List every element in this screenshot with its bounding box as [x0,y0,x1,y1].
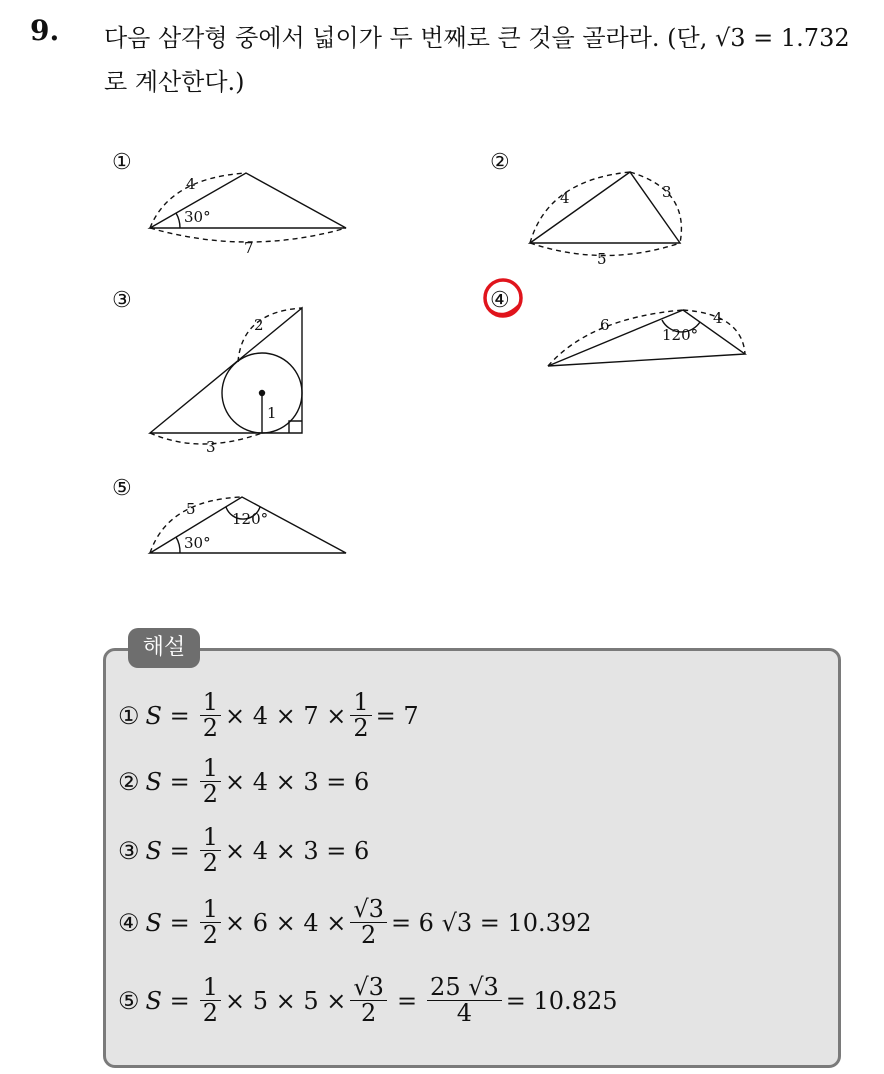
tri3-radius: 1 [267,404,277,422]
sol1-rhs: = 7 [375,701,419,730]
sol4-frac2: $\frac{√3}{2}$ [350,897,387,948]
option-5-label[interactable]: ⑤ [112,476,132,501]
triangle-3 [150,308,302,444]
sol5-frac3: $\frac{25 √3}{4}$ [427,975,502,1026]
tri2-side-b: 3 [662,183,672,201]
triangle-2 [530,172,681,256]
tri4-side-a: 6 [600,316,610,334]
tri4-side-b: 4 [713,309,723,327]
sol4-rhs: = 6 √3 = 10.392 [390,908,592,937]
solution-line-3 [118,825,369,876]
sol2-lhs: S = [145,767,190,796]
tri5-side-a: 5 [186,500,196,518]
sol5-label: ⑤ [118,986,140,1015]
answer-mark-icon [485,280,521,316]
sol4-label: ④ [118,908,140,937]
tri1-side-b: 7 [244,239,254,257]
question-sqrt-expr: √3 = 1.732 [714,24,850,52]
sol4-mid: × 6 × 4 × [224,908,347,937]
sol5-eq: = [396,986,418,1015]
sol1-mid: × 4 × 7 × [224,701,347,730]
solution-line-5 [118,975,618,1026]
option-4-label[interactable]: ④ [490,288,510,313]
solution-line-2 [118,756,369,807]
option-2-label[interactable]: ② [490,150,510,175]
sol5-lhs: S = [145,986,190,1015]
sol1-label: ① [118,701,140,730]
sol5-frac2: $\frac{√3}{2}$ [350,975,387,1026]
solution-tag: 해설 [128,628,200,668]
sol4-frac1: $\frac{1}{2}$ [200,897,221,948]
tri1-side-a: 4 [186,175,196,193]
option-1-label[interactable]: ① [112,150,132,175]
sol5-rhs: = 10.825 [505,986,618,1015]
sol2-label: ② [118,767,140,796]
sol2-frac1: $\frac{1}{2}$ [200,756,221,807]
question-text-line1: 다음 삼각형 중에서 넓이가 두 번째로 큰 것을 골라라. (단, [104,24,708,52]
sol5-mid: × 5 × 5 × [224,986,347,1015]
tri2-side-c: 5 [597,250,607,268]
sol3-lhs: S = [145,836,190,865]
sol3-frac1: $\frac{1}{2}$ [200,825,221,876]
solution-line-1 [118,690,419,741]
sol5-frac1: $\frac{1}{2}$ [200,975,221,1026]
sol1-frac2: $\frac{1}{2}$ [350,690,371,741]
sol2-rhs: × 4 × 3 = 6 [224,767,370,796]
solution-line-4 [118,897,591,948]
tri1-angle: 30° [184,208,211,226]
tri3-side-a: 2 [254,316,264,334]
tri5-angle-b: 30° [184,534,211,552]
triangle-1 [150,173,346,242]
sol3-rhs: × 4 × 3 = 6 [224,836,370,865]
tri3-side-b: 3 [206,438,216,456]
question-number: 9. [30,14,60,47]
tri5-angle-a: 120° [232,510,269,528]
question-text-line2: 로 계산한다.) [104,68,245,96]
option-3-label[interactable]: ③ [112,288,132,313]
sol1-frac1: $\frac{1}{2}$ [200,690,221,741]
sol1-lhs: S = [145,701,190,730]
tri2-side-a: 4 [560,189,570,207]
sol3-label: ③ [118,836,140,865]
sol4-lhs: S = [145,908,190,937]
tri4-angle: 120° [662,326,699,344]
